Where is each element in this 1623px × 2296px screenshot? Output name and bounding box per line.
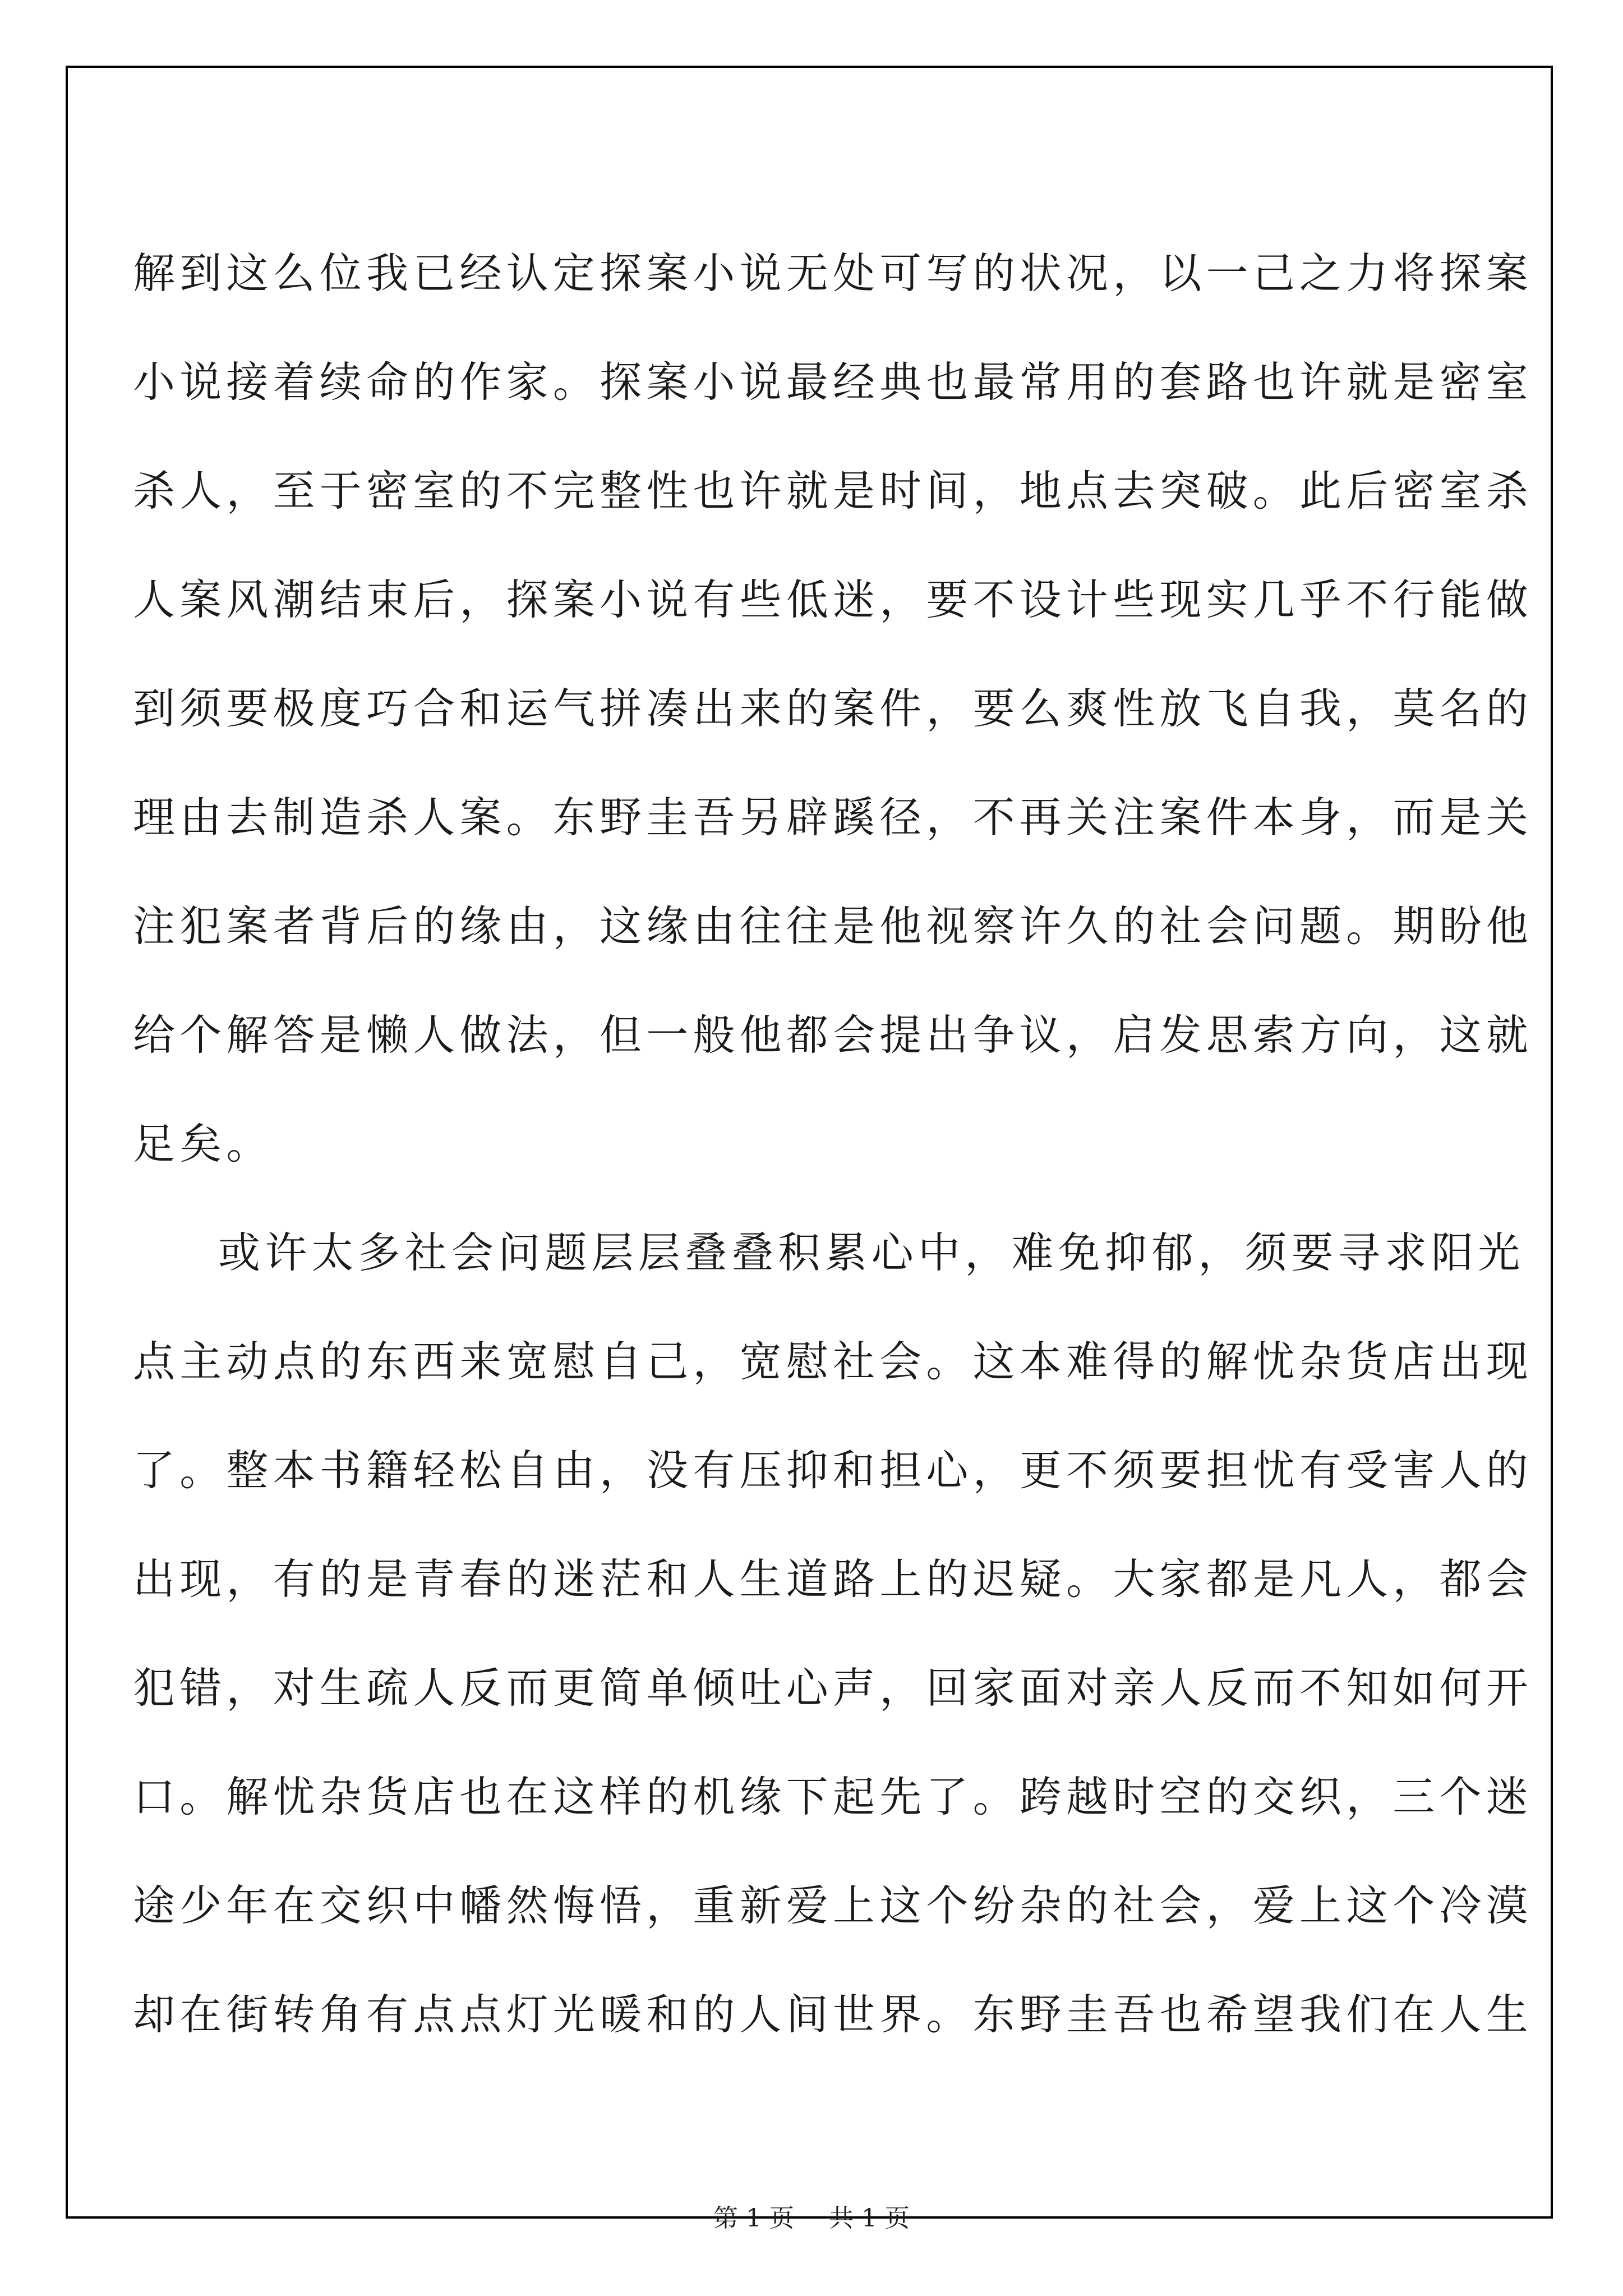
text-line: 或许太多社会问题层层叠叠积累心中，难免抑郁，须要寻求阳光 — [218, 1228, 1525, 1277]
text-line: 杀人，至于密室的不完整性也许就是时间，地点去突破。此后密室杀 — [133, 466, 1533, 516]
text-line: 注犯案者背后的缘由，这缘由往往是他视察许久的社会问题。期盼他 — [133, 901, 1533, 951]
text-line: 足矣。 — [133, 1119, 273, 1168]
page-number: 第 1 页 — [713, 2204, 794, 2233]
text-line: 解到这么位我已经认定探案小说无处可写的状况，以一己之力将探案 — [133, 249, 1533, 298]
text-line: 人案风潮结束后，探案小说有些低迷，要不设计些现实几乎不行能做 — [133, 575, 1533, 624]
page-footer — [0, 2198, 1623, 2234]
text-line: 小说接着续命的作家。探案小说最经典也最常用的套路也许就是密室 — [133, 357, 1533, 407]
page-total: 共 1 页 — [829, 2204, 910, 2233]
text-line: 点主动点的东西来宽慰自己，宽慰社会。这本难得的解忧杂货店出现 — [133, 1337, 1533, 1386]
text-line: 犯错，对生疏人反而更简单倾吐心声，回家面对亲人反而不知如何开 — [133, 1663, 1533, 1713]
text-line: 途少年在交织中幡然悔悟，重新爱上这个纷杂的社会，爱上这个冷漠 — [133, 1881, 1533, 1930]
document-body — [133, 219, 1533, 2069]
text-line: 理由去制造杀人案。东野圭吾另辟蹊径，不再关注案件本身，而是关 — [133, 793, 1533, 842]
text-line: 了。整本书籍轻松自由，没有压抑和担心，更不须要担忧有受害人的 — [133, 1446, 1533, 1495]
paragraph — [133, 1198, 1533, 2069]
text-line: 给个解答是懒人做法，但一般他都会提出争议，启发思索方向，这就 — [133, 1010, 1533, 1060]
text-line: 口。解忧杂货店也在这样的机缘下起先了。跨越时空的交织，三个迷 — [133, 1772, 1533, 1821]
text-line: 出现，有的是青春的迷茫和人生道路上的迟疑。大家都是凡人，都会 — [133, 1554, 1533, 1604]
paragraph — [133, 219, 1533, 1198]
text-line: 却在街转角有点点灯光暖和的人间世界。东野圭吾也希望我们在人生 — [133, 1990, 1533, 2039]
text-line: 到须要极度巧合和运气拼凑出来的案件，要么爽性放飞自我，莫名的 — [133, 684, 1533, 733]
